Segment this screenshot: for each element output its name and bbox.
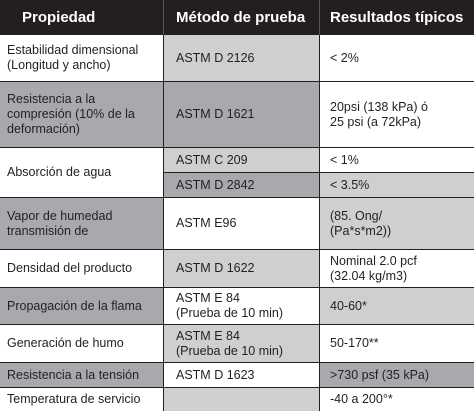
cell-text: Estabilidad dimensional (Longitud y ancho) (7, 43, 139, 72)
header-propiedad (0, 0, 164, 35)
cell-text: Resistencia a la tensión (7, 367, 140, 382)
cell-text: 50-170** (330, 336, 379, 350)
header-resultados-label: Resultados típicos (330, 9, 464, 26)
cell-text: Densidad del producto (7, 261, 133, 275)
header-metodo-label: Método de prueba (176, 9, 306, 26)
cell-text: Nominal 2.0 pcf (32.04 kg/m3) (330, 253, 417, 283)
header-resultados (320, 0, 474, 35)
table-row-prop (0, 35, 164, 82)
cell-text: Temperatura de servicio (7, 392, 141, 406)
cell-text: ASTM D 2842 (176, 177, 255, 192)
cell-text: < 1% (330, 152, 359, 167)
cell-text: ASTM D 1623 (176, 367, 255, 382)
cell-text: ASTM E 84 (Prueba de 10 min) (176, 328, 284, 358)
table-row-result (320, 35, 474, 82)
cell-text: (85. Ong/ (Pa*s*m2)) (330, 208, 392, 238)
table-row-prop (0, 82, 164, 148)
cell-text: Propagación de la flama (7, 298, 142, 313)
table-row-prop (0, 388, 164, 411)
table-row-method (164, 148, 320, 173)
table-row-result (320, 148, 474, 173)
cell-text: Vapor de humedad transmisión de (7, 208, 113, 238)
table-row-method (164, 388, 320, 411)
cell-text: ASTM D 1622 (176, 261, 255, 275)
table-row-result (320, 250, 474, 288)
table-row-result (320, 173, 474, 198)
table-row-result (320, 82, 474, 148)
cell-text: ASTM E96 (176, 216, 237, 230)
cell-text: < 3.5% (330, 177, 370, 192)
cell-text: -40 a 200°* (330, 392, 393, 406)
cell-text: ASTM D 2126 (176, 50, 255, 65)
table-row-method (164, 198, 320, 250)
table-row-method (164, 288, 320, 325)
cell-text: < 2% (330, 50, 359, 65)
table-row-result (320, 288, 474, 325)
table-row-method (164, 250, 320, 288)
cell-text: ASTM E 84 (Prueba de 10 min) (176, 291, 284, 320)
table-row-prop (0, 198, 164, 250)
cell-text: ASTM C 209 (176, 152, 248, 167)
cell-text: 40-60* (330, 298, 367, 313)
cell-text: 20psi (138 kPa) ó 25 psi (a 72kPa) (330, 99, 428, 129)
table-row-method (164, 325, 320, 363)
table-row-prop (0, 325, 164, 363)
table-row-result (320, 388, 474, 411)
header-propiedad-label: Propiedad (22, 9, 96, 26)
cell-text: >730 psf (35 kPa) (330, 367, 430, 382)
cell-text: Generación de humo (7, 336, 124, 350)
table-row-result (320, 363, 474, 388)
cell-text: Absorción de agua (7, 165, 112, 179)
table-row-method (164, 173, 320, 198)
cell-text: Resistencia a la compresión (10% de la deformación) (7, 92, 135, 136)
table-row-prop (0, 250, 164, 288)
table-row-result (320, 325, 474, 363)
table-row-prop (0, 288, 164, 325)
table-row-result (320, 198, 474, 250)
table-row-method (164, 35, 320, 82)
header-metodo (164, 0, 320, 35)
table-row-prop (0, 363, 164, 388)
table-row-method (164, 82, 320, 148)
table-row-method (164, 363, 320, 388)
table-row-prop (0, 148, 164, 198)
cell-text: ASTM D 1621 (176, 107, 255, 121)
